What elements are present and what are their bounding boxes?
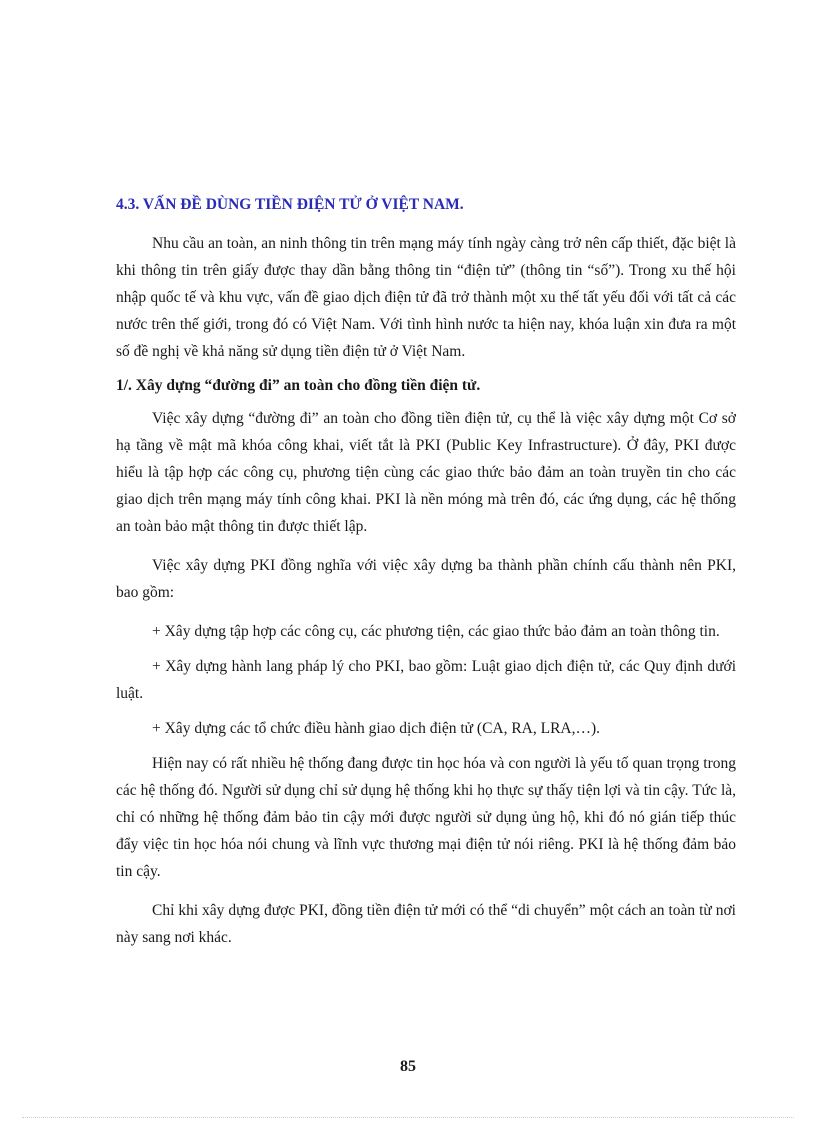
section-heading: 4.3. VẤN ĐỀ DÙNG TIỀN ĐIỆN TỬ Ở VIỆT NAM. xyxy=(116,196,464,213)
page-bottom-divider xyxy=(22,1117,794,1118)
paragraph-pki-components: Việc xây dựng PKI đồng nghĩa với việc xây dựng ba thành phần chính cấu thành nên PKI, bao gồm: xyxy=(116,557,736,601)
bullet-item-legal: + Xây dựng hành lang pháp lý cho PKI, bao gồm: Luật giao dịch điện tử, các Quy định dưới luật. xyxy=(116,658,736,702)
bullet-item-tools: + Xây dựng tập hợp các công cụ, các phương tiện, các giao thức bảo đảm an toàn thông tin. xyxy=(152,623,720,640)
subsection-heading: 1/. Xây dựng “đường đi” an toàn cho đồng tiền điện tử. xyxy=(116,377,481,394)
paragraph-trust: Hiện nay có rất nhiều hệ thống đang được tin học hóa và con người là yếu tố quan trọng trong các hệ thống đó. Người sử dụng chỉ sử dụng hệ thống khi họ thực sự thấy tiện lợi và tin cậy. Tức là, chỉ có những hệ thống đảm bảo tin cậy mới được người sử dụng ủng hộ, khi đó nó gián tiếp thúc đẩy việc tin học hóa nói chung và lĩnh vực thương mại điện tử nói riêng. PKI là hệ thống đảm bảo tin cậy. xyxy=(116,755,736,880)
paragraph-conclusion: Chỉ khi xây dựng được PKI, đồng tiền điện tử mới có thể “di chuyển” một cách an toàn từ nơi này sang nơi khác. xyxy=(116,902,736,946)
paragraph-pki-definition: Việc xây dựng “đường đi” an toàn cho đồng tiền điện tử, cụ thể là việc xây dựng một Cơ sở hạ tầng về mật mã khóa công khai, viết tắt là PKI (Public Key Infrastructure). Ở đây, PKI được hiểu là tập hợp các công cụ, phương tiện cùng các giao thức bảo đảm an toàn truyền tin cho các giao dịch trên mạng máy tính công khai. PKI là nền móng mà trên đó, các ứng dụng, các hệ thống an toàn bảo mật thông tin được thiết lập. xyxy=(116,410,736,535)
intro-paragraph: Nhu cầu an toàn, an ninh thông tin trên mạng máy tính ngày càng trở nên cấp thiết, đặc biệt là khi thông tin trên giấy được thay dần bằng thông tin “điện tử” (thông tin “số”). Trong xu thế hội nhập quốc tế và khu vực, vấn đề giao dịch điện tử đã trở thành một xu thế tất yếu đối với tất cả các nước trên thế giới, trong đó có Việt Nam. Với tình hình nước ta hiện nay, khóa luận xin đưa ra một số đề nghị về khả năng sử dụng tiền điện tử ở Việt Nam. xyxy=(116,235,736,360)
page-number: 85 xyxy=(400,1058,416,1075)
bullet-item-organizations: + Xây dựng các tổ chức điều hành giao dịch điện tử (CA, RA, LRA,…). xyxy=(152,720,601,737)
page-content xyxy=(116,196,736,963)
